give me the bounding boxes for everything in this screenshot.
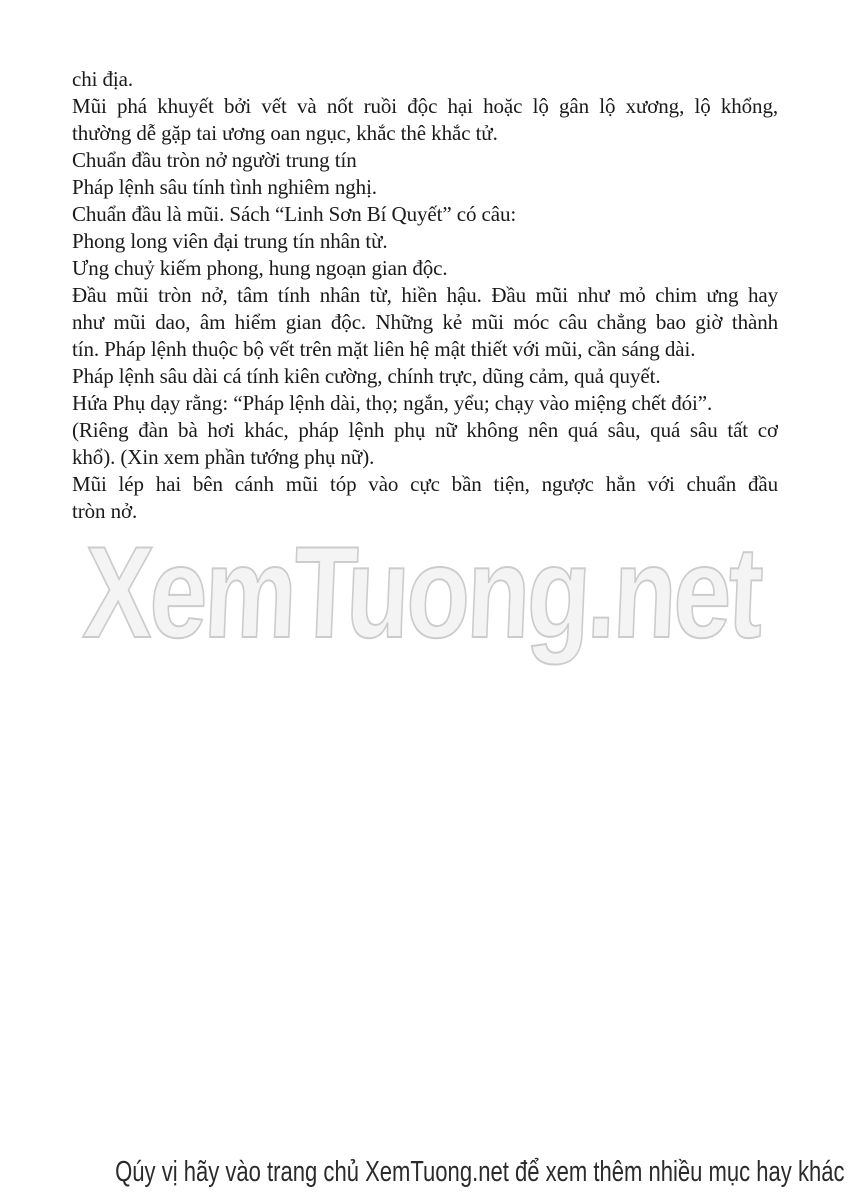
body-line: Mũi lép hai bên cánh mũi tóp vào cực bần tiện, ngược hẳn với chuẩn đầu	[72, 472, 778, 496]
body-line: Phong long viên đại trung tín nhân từ.	[72, 229, 388, 253]
footer-suffix: để xem thêm nhiều mục hay khác	[508, 1156, 845, 1188]
body-line: khổ). (Xin xem phần tướng phụ nữ).	[72, 445, 375, 469]
body-line: thường dễ gặp tai ương oan ngục, khắc thê khắc tử.	[72, 121, 498, 145]
body-line: Chuẩn đầu là mũi. Sách “Linh Sơn Bí Quyết” có câu:	[72, 202, 517, 226]
body-line: Ưng chuỷ kiếm phong, hung ngoạn gian độc.	[72, 256, 448, 280]
body-line: Mũi phá khuyết bởi vết và nốt ruồi độc hại hoặc lộ gân lộ xương, lộ khổng,	[72, 94, 778, 118]
body-line: Chuẩn đầu tròn nở người trung tín	[72, 148, 357, 172]
body-line: như mũi dao, âm hiểm gian độc. Những kẻ mũi móc câu chẳng bao giờ thành	[72, 310, 778, 334]
body-line: (Riêng đàn bà hơi khác, pháp lệnh phụ nữ không nên quá sâu, quá sâu tất cơ	[72, 418, 778, 442]
footer-site-name: XemTuong.net	[365, 1156, 509, 1188]
body-line: Pháp lệnh sâu dài cá tính kiên cường, chính trực, dũng cảm, quả quyết.	[72, 364, 661, 388]
watermark-row	[0, 519, 850, 665]
body-line: Hứa Phụ dạy rằng: “Pháp lệnh dài, thọ; ngắn, yểu; chạy vào miệng chết đói”.	[72, 391, 713, 415]
body-text-block	[72, 66, 778, 525]
body-line: chi địa.	[72, 67, 134, 91]
body-line: tròn nở.	[72, 499, 138, 523]
footer-prefix: Qúy vị hãy vào trang chủ	[115, 1156, 366, 1188]
site-watermark: XemTuong.net	[81, 519, 764, 665]
footer-note	[0, 1155, 850, 1189]
body-line: tín. Pháp lệnh thuộc bộ vết trên mặt liên hệ mật thiết với mũi, cần sáng dài.	[72, 337, 696, 361]
body-line: Đầu mũi tròn nở, tâm tính nhân từ, hiền hậu. Đầu mũi như mỏ chim ưng hay	[72, 283, 778, 307]
footer-text	[115, 1155, 844, 1189]
body-line: Pháp lệnh sâu tính tình nghiêm nghị.	[72, 175, 377, 199]
